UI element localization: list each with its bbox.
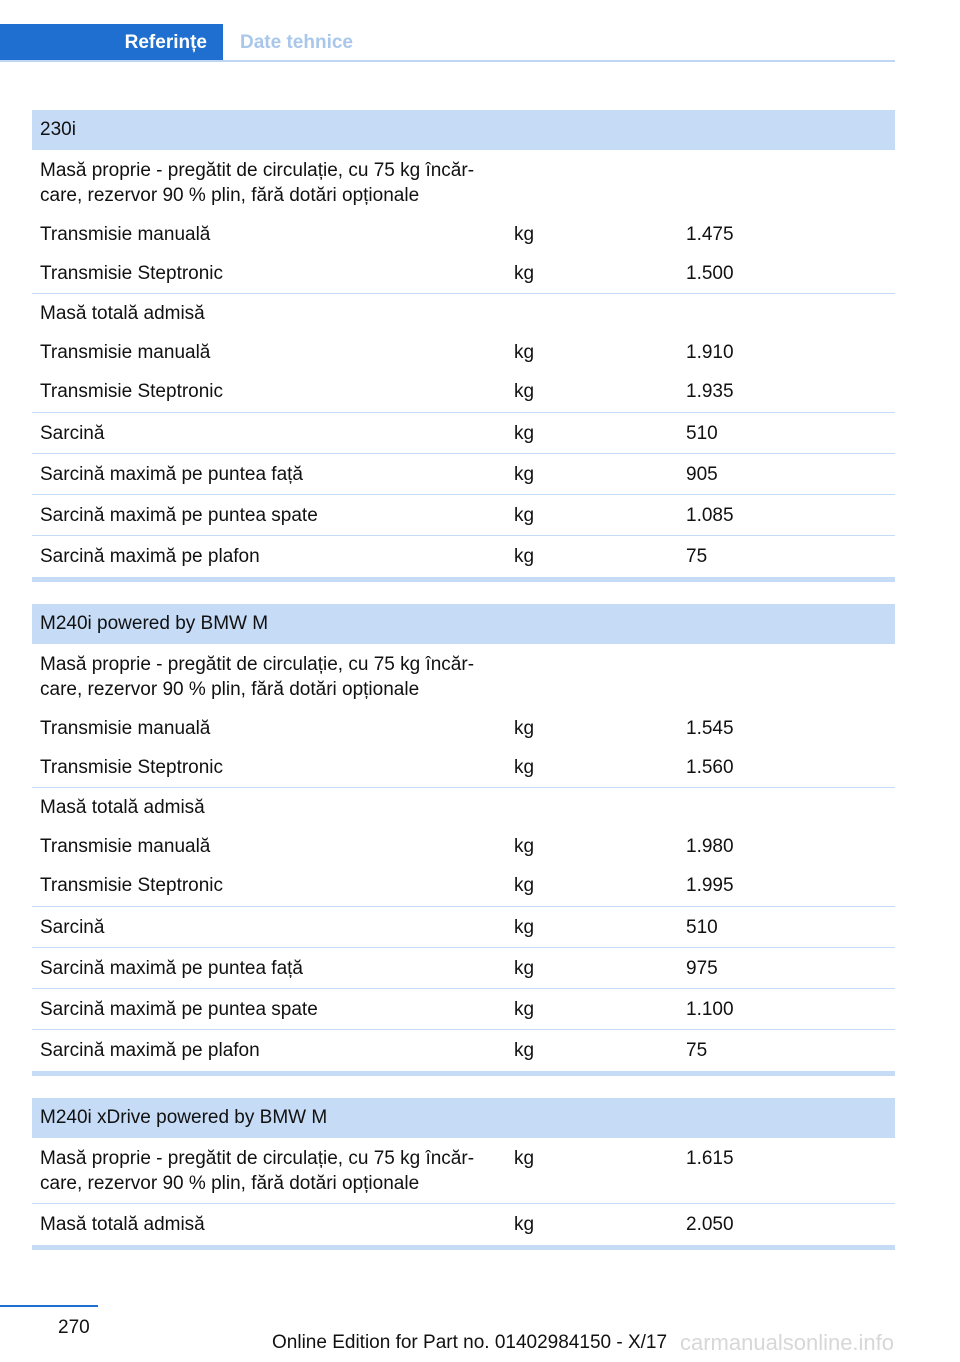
table-row xyxy=(32,741,895,788)
row-value: 2.050 xyxy=(686,1214,734,1235)
row-unit: kg xyxy=(514,423,535,444)
row-value: 1.085 xyxy=(686,505,734,526)
row-unit: kg xyxy=(514,263,535,284)
row-label: Masă totală admisă xyxy=(40,1214,205,1235)
row-unit: kg xyxy=(514,757,535,778)
row-label: care, rezervor 90 % plin, fără dotări opționale xyxy=(40,185,420,206)
row-unit: kg xyxy=(514,999,535,1020)
row-unit xyxy=(507,183,679,208)
row-label: Transmisie manuală xyxy=(40,224,211,245)
row-value: 1.935 xyxy=(686,381,734,402)
row-unit: kg xyxy=(514,917,535,938)
row-label: Transmisie manuală xyxy=(40,836,211,857)
table-row xyxy=(32,859,895,907)
row-label: Sarcină maximă pe plafon xyxy=(40,1040,260,1061)
row-value xyxy=(679,1171,895,1196)
page-header xyxy=(0,24,895,62)
page-number: 270 xyxy=(58,1317,90,1338)
row-value xyxy=(679,183,895,208)
row-unit: kg xyxy=(514,464,535,485)
row-unit: kg xyxy=(514,1214,535,1235)
table-row xyxy=(32,989,895,1030)
row-label: Transmisie Steptronic xyxy=(40,757,224,778)
row-label: Transmisie Steptronic xyxy=(40,263,224,284)
row-value: 1.560 xyxy=(686,757,734,778)
row-label: Sarcină xyxy=(40,423,105,444)
row-unit: kg xyxy=(514,1148,535,1169)
header-divider xyxy=(0,60,895,62)
table-row xyxy=(32,413,895,454)
row-label: care, rezervor 90 % plin, fără dotări opționale xyxy=(40,679,420,700)
table-row xyxy=(32,1171,895,1204)
row-value: 510 xyxy=(686,423,718,444)
row-label: Sarcină maximă pe puntea spate xyxy=(40,999,318,1020)
table-row xyxy=(32,644,895,677)
row-label: Sarcină maximă pe puntea față xyxy=(40,464,303,485)
section-end-bar xyxy=(32,1071,895,1076)
row-value: 1.545 xyxy=(686,718,734,739)
table-row xyxy=(32,1030,895,1071)
section-230i xyxy=(32,110,895,582)
row-value xyxy=(679,795,895,820)
row-value: 1.910 xyxy=(686,342,734,363)
row-label: Masă proprie - pregătit de circulație, cu 75 kg încăr- xyxy=(40,654,475,675)
row-value: 75 xyxy=(686,546,708,567)
row-unit xyxy=(507,652,679,677)
row-unit: kg xyxy=(514,224,535,245)
page-number-rule xyxy=(0,1305,98,1307)
row-label: Sarcină maximă pe plafon xyxy=(40,546,260,567)
tab-references[interactable]: Referințe xyxy=(0,24,223,62)
row-label: Transmisie manuală xyxy=(40,718,211,739)
row-unit: kg xyxy=(514,381,535,402)
table-row xyxy=(32,454,895,495)
table-row xyxy=(32,294,895,326)
row-value: 510 xyxy=(686,917,718,938)
row-value: 75 xyxy=(686,1040,708,1061)
row-label: Masă proprie - pregătit de circulație, cu 75 kg încăr- xyxy=(40,1148,475,1169)
section-end-bar xyxy=(32,1245,895,1250)
row-label: Transmisie Steptronic xyxy=(40,381,224,402)
row-unit: kg xyxy=(514,1040,535,1061)
table-row xyxy=(32,1204,895,1245)
row-unit xyxy=(507,1171,679,1196)
table-row xyxy=(32,907,895,948)
row-value: 1.475 xyxy=(686,224,734,245)
row-unit xyxy=(507,301,679,326)
table-row xyxy=(32,677,895,702)
table-row xyxy=(32,788,895,820)
row-value: 1.980 xyxy=(686,836,734,857)
table-row xyxy=(32,247,895,294)
section-m240i xyxy=(32,604,895,1076)
row-value: 1.500 xyxy=(686,263,734,284)
row-label: Sarcină xyxy=(40,917,105,938)
row-label: Masă proprie - pregătit de circulație, cu 75 kg încăr- xyxy=(40,160,475,181)
row-unit: kg xyxy=(514,875,535,896)
row-unit: kg xyxy=(514,718,535,739)
row-unit: kg xyxy=(514,958,535,979)
table-row xyxy=(32,820,895,859)
row-label: Sarcină maximă pe puntea față xyxy=(40,958,303,979)
row-unit xyxy=(507,158,679,183)
row-value: 1.995 xyxy=(686,875,734,896)
row-value xyxy=(679,158,895,183)
table-row xyxy=(32,1138,895,1171)
row-value: 1.100 xyxy=(686,999,734,1020)
footer-edition: Online Edition for Part no. 01402984150 - X/17 xyxy=(272,1332,668,1353)
row-unit xyxy=(507,795,679,820)
table-row xyxy=(32,495,895,536)
table-row xyxy=(32,365,895,413)
section-title: M240i powered by BMW M xyxy=(32,604,895,644)
row-value xyxy=(679,301,895,326)
row-label: Transmisie Steptronic xyxy=(40,875,224,896)
row-unit xyxy=(507,677,679,702)
section-m240i-xdrive xyxy=(32,1098,895,1250)
table-row xyxy=(32,208,895,247)
row-unit: kg xyxy=(514,546,535,567)
row-value xyxy=(679,677,895,702)
row-label: Transmisie manuală xyxy=(40,342,211,363)
table-row xyxy=(32,948,895,989)
row-unit: kg xyxy=(514,836,535,857)
watermark: carmanualsonline.info xyxy=(680,1330,895,1355)
row-label: Masă totală admisă xyxy=(40,303,205,324)
row-label: Masă totală admisă xyxy=(40,797,205,818)
row-unit: kg xyxy=(514,505,535,526)
section-end-bar xyxy=(32,577,895,582)
table-row xyxy=(32,326,895,365)
table-row xyxy=(32,150,895,183)
tab-technical-data[interactable]: Date tehnice xyxy=(240,32,353,53)
table-row xyxy=(32,702,895,741)
section-title: M240i xDrive powered by BMW M xyxy=(32,1098,895,1138)
table-row xyxy=(32,536,895,577)
row-value: 1.615 xyxy=(686,1148,734,1169)
row-value: 975 xyxy=(686,958,718,979)
row-unit: kg xyxy=(514,342,535,363)
row-value xyxy=(679,652,895,677)
row-value: 905 xyxy=(686,464,718,485)
table-row xyxy=(32,183,895,208)
section-title: 230i xyxy=(32,110,895,150)
row-label: Sarcină maximă pe puntea spate xyxy=(40,505,318,526)
row-label: care, rezervor 90 % plin, fără dotări opționale xyxy=(40,1173,420,1194)
